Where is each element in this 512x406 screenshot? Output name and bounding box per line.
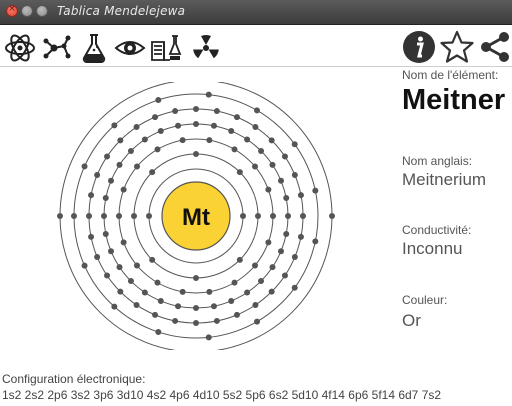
close-icon: × <box>8 4 16 14</box>
electron <box>282 272 288 278</box>
electron <box>146 213 152 219</box>
electron <box>149 169 155 175</box>
electron <box>155 146 161 152</box>
electron <box>104 272 110 278</box>
electron <box>94 172 100 178</box>
electron <box>172 318 178 324</box>
english-name-label: Nom anglais: <box>402 154 473 168</box>
electron <box>269 137 275 143</box>
electron <box>244 137 250 143</box>
info-icon[interactable] <box>402 30 436 64</box>
electron <box>300 213 306 219</box>
electron <box>283 231 289 237</box>
electron <box>193 275 199 281</box>
electron <box>82 263 88 269</box>
electron <box>298 192 304 198</box>
electron <box>214 318 220 324</box>
atom-icon[interactable] <box>4 32 36 64</box>
electron <box>82 163 88 169</box>
electron <box>108 178 114 184</box>
electron <box>180 137 186 143</box>
electron <box>117 264 123 270</box>
electron <box>94 254 100 260</box>
radiation-icon[interactable] <box>190 32 222 64</box>
electron <box>155 97 161 103</box>
electron <box>270 264 276 270</box>
electron <box>175 123 181 129</box>
electron-config-value: 1s2 2s2 2p6 3s2 3p6 3d10 4s2 4p6 4d10 5s2 5p6 6s2 5d10 4f14 6p6 5f14 6d7 7s2 <box>2 388 442 402</box>
electron <box>108 248 114 254</box>
electron <box>101 213 107 219</box>
flask-icon[interactable] <box>78 32 110 64</box>
electron <box>214 108 220 114</box>
window-maximize-button[interactable] <box>36 5 48 17</box>
electron <box>134 302 140 308</box>
electron <box>158 298 164 304</box>
electron <box>116 213 122 219</box>
electron <box>193 320 199 326</box>
electron <box>329 213 335 219</box>
electron <box>237 257 243 263</box>
english-name-value: Meitnerium <box>402 170 487 189</box>
electron <box>175 303 181 309</box>
molecule-icon[interactable] <box>40 32 72 64</box>
electron <box>121 187 127 193</box>
electron <box>155 280 161 286</box>
electron <box>211 123 217 129</box>
electron-config-label: Configuration électronique: <box>2 372 146 386</box>
electron <box>292 285 298 291</box>
electron <box>206 92 212 98</box>
title-bar <box>0 0 512 25</box>
electron <box>142 290 148 296</box>
element-name-value: Meitner <box>402 84 506 116</box>
electron <box>71 213 77 219</box>
electron <box>252 262 258 268</box>
electron <box>111 304 117 310</box>
electron <box>278 178 284 184</box>
electron <box>121 239 127 245</box>
electron <box>180 289 186 295</box>
toolbar-divider <box>0 66 512 67</box>
electron <box>285 213 291 219</box>
eye-icon[interactable] <box>114 32 146 64</box>
electron <box>103 195 109 201</box>
electron <box>155 329 161 335</box>
electron <box>206 289 212 295</box>
electron <box>158 128 164 134</box>
color-label: Couleur: <box>402 293 448 307</box>
electron <box>206 334 212 340</box>
electron <box>270 213 276 219</box>
electron <box>255 213 261 219</box>
electron <box>117 137 123 143</box>
electron <box>252 302 258 308</box>
conductivity-value: Inconnu <box>402 239 463 258</box>
electron <box>142 137 148 143</box>
electron <box>237 169 243 175</box>
electron <box>240 213 246 219</box>
electron <box>282 154 288 160</box>
electron <box>234 312 240 318</box>
electron <box>265 239 271 245</box>
conductivity-label: Conductivité: <box>402 223 472 237</box>
toolbar <box>0 24 512 68</box>
electron <box>104 154 110 160</box>
color-value: Or <box>402 311 421 330</box>
electron <box>269 289 275 295</box>
electron <box>134 124 140 130</box>
electron <box>57 213 63 219</box>
electron <box>152 312 158 318</box>
element-name-label: Nom de l'élément: <box>402 68 499 82</box>
electron <box>117 289 123 295</box>
electron <box>312 188 318 194</box>
electron <box>193 121 199 127</box>
electron <box>88 234 94 240</box>
electron <box>258 278 264 284</box>
electron <box>111 122 117 128</box>
electron <box>172 108 178 114</box>
electron <box>252 124 258 130</box>
electron <box>86 213 92 219</box>
electron <box>134 262 140 268</box>
electron <box>193 106 199 112</box>
book-lab-icon[interactable] <box>150 32 182 64</box>
electron <box>312 238 318 244</box>
element-symbol: Mt <box>182 204 210 231</box>
electron <box>252 164 258 170</box>
electron <box>278 248 284 254</box>
window-title: Tablica Mendelejewa <box>57 4 186 18</box>
atom-diagram <box>56 82 336 350</box>
electron <box>149 257 155 263</box>
electron <box>193 151 199 157</box>
electron <box>254 107 260 113</box>
electron <box>117 162 123 168</box>
electron <box>270 162 276 168</box>
window-close-button[interactable] <box>6 5 18 17</box>
electron <box>206 137 212 143</box>
share-icon[interactable] <box>478 30 512 64</box>
electron <box>298 234 304 240</box>
electron <box>258 148 264 154</box>
electron <box>244 290 250 296</box>
window-minimize-button[interactable] <box>21 5 33 17</box>
electron <box>254 319 260 325</box>
star-icon[interactable] <box>440 30 474 64</box>
electron <box>103 231 109 237</box>
electron <box>152 114 158 120</box>
electron <box>193 305 199 311</box>
electron <box>134 164 140 170</box>
electron <box>88 192 94 198</box>
electron <box>292 141 298 147</box>
electron <box>228 298 234 304</box>
electron <box>128 148 134 154</box>
electron <box>232 146 238 152</box>
electron <box>265 187 271 193</box>
electron <box>292 172 298 178</box>
electron <box>234 114 240 120</box>
electron <box>292 254 298 260</box>
electron <box>232 280 238 286</box>
electron <box>228 128 234 134</box>
electron <box>283 195 289 201</box>
electron <box>131 213 137 219</box>
electron <box>128 278 134 284</box>
electron <box>211 303 217 309</box>
